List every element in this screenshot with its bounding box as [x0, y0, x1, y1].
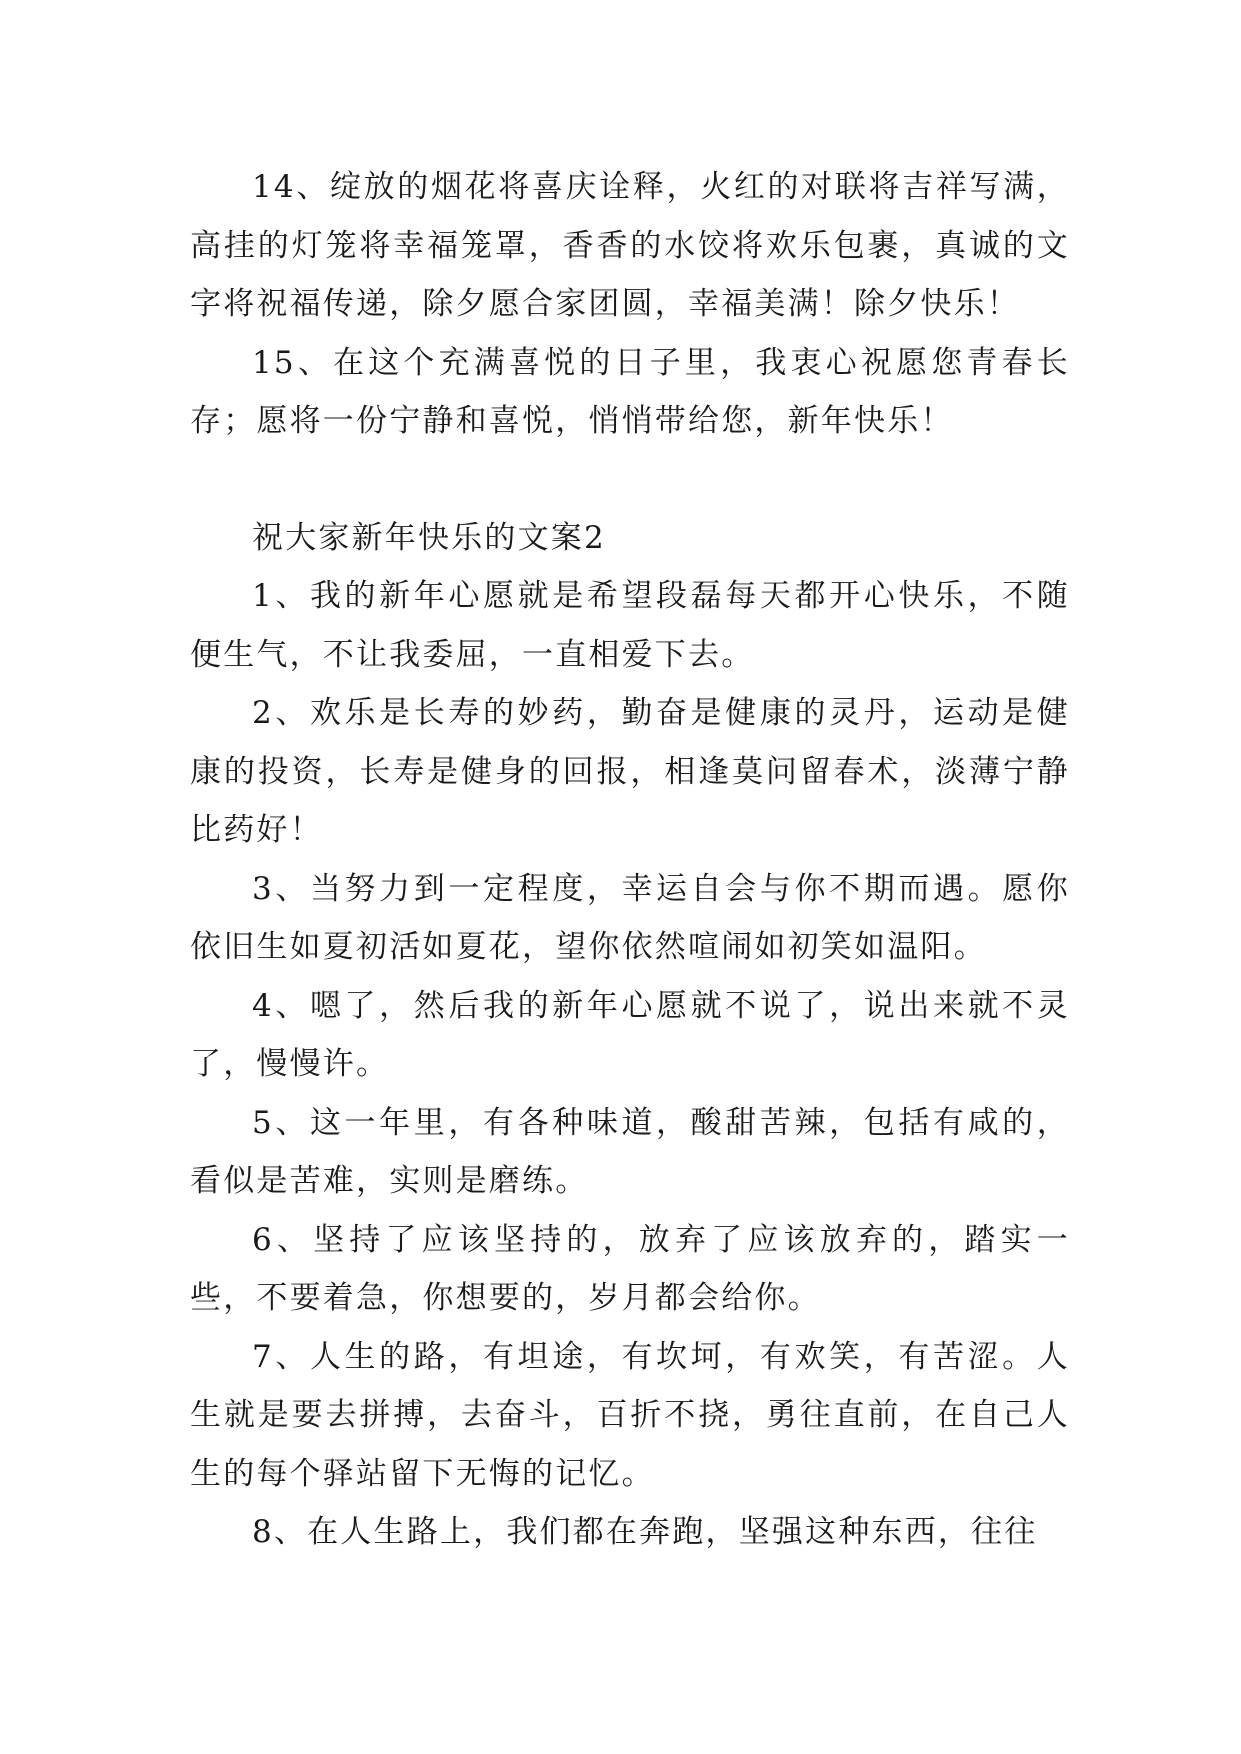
list-item-6: 6、坚持了应该坚持的，放弃了应该放弃的，踏实一些，不要着急，你想要的，岁月都会给你。: [190, 1221, 1070, 1316]
paragraph-15: 15、在这个充满喜悦的日子里，我衷心祝愿您青春长存；愿将一份宁静和喜悦，悄悄带给您，新年快乐！: [190, 344, 1070, 439]
paragraph-14: 14、绽放的烟花将喜庆诠释，火红的对联将吉祥写满，高挂的灯笼将幸福笼罩，香香的水饺将欢乐包裹，真诚的文字将祝福传递，除夕愿合家团圆，幸福美满！除夕快乐！: [190, 169, 1070, 322]
section-title: 祝大家新年快乐的文案2: [252, 519, 606, 556]
list-item-1: 1、我的新年心愿就是希望段磊每天都开心快乐，不随便生气，不让我委屈，一直相爱下去。: [190, 578, 1070, 673]
section-spacer: [190, 451, 1070, 509]
document-body: [190, 158, 1070, 1562]
list-item-4: 4、嗯了，然后我的新年心愿就不说了，说出来就不灵了，慢慢许。: [190, 987, 1070, 1082]
list-item-2: 2、欢乐是长寿的妙药，勤奋是健康的灵丹，运动是健康的投资，长寿是健身的回报，相逢莫问留春术，淡薄宁静比药好！: [190, 695, 1070, 848]
list-item-7: 7、人生的路，有坦途，有坎坷，有欢笑，有苦涩。人生就是要去拼搏，去奋斗，百折不挠，勇往直前，在自己人生的每个驿站留下无悔的记忆。: [190, 1338, 1070, 1492]
list-item-3: 3、当努力到一定程度，幸运自会与你不期而遇。愿你依旧生如夏初活如夏花，望你依然喧闹如初笑如温阳。: [190, 870, 1070, 965]
list-item-5: 5、这一年里，有各种味道，酸甜苦辣，包括有咸的，看似是苦难，实则是磨练。: [190, 1104, 1070, 1199]
list-item-8: 8、在人生路上，我们都在奔跑，坚强这种东西，往往: [252, 1514, 1038, 1550]
